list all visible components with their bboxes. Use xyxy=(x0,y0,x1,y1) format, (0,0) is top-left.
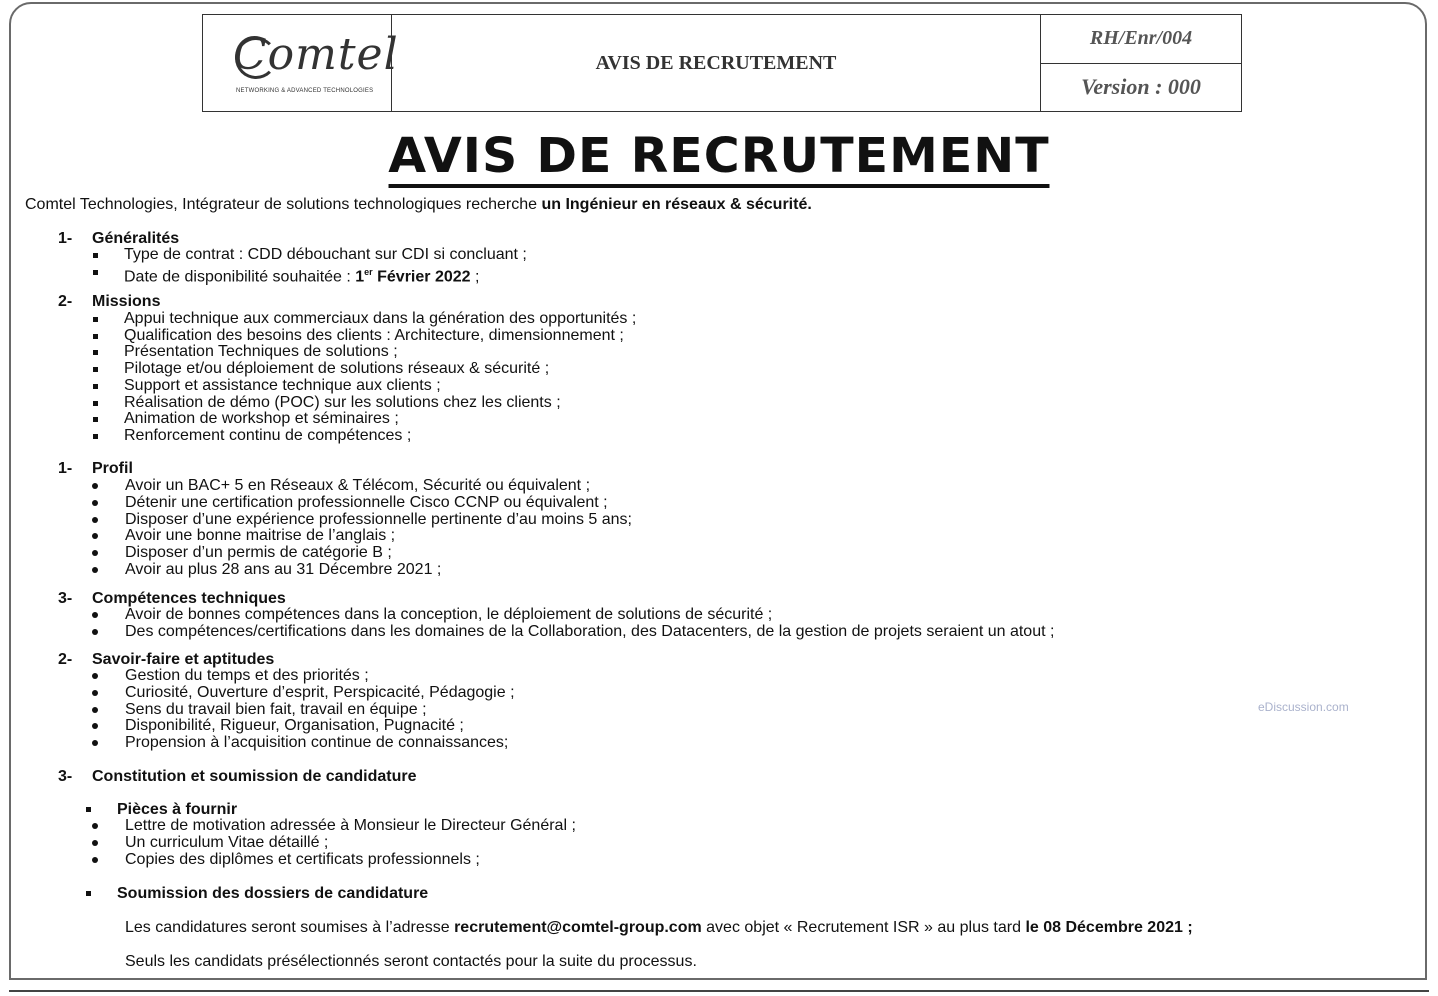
list-item: Copies des diplômes et certificats professionnels ; xyxy=(125,850,480,868)
page-title: AVIS DE RECRUTEMENT xyxy=(0,128,1438,184)
square-bullet-icon xyxy=(93,253,98,258)
closing-paragraph: Seuls les candidats présélectionnés seront contactés pour la suite du processus. xyxy=(125,953,697,970)
submission-paragraph: Les candidatures seront soumises à l’adresse recrutement@comtel-group.com avec objet « Recrutement ISR » au plus tard le 08 Décembre 2021 ; xyxy=(125,919,1193,936)
round-bullet-icon xyxy=(92,690,98,696)
list-item: Pilotage et/ou déploiement de solutions réseaux & sécurité ; xyxy=(124,360,550,378)
square-bullet-icon xyxy=(93,417,98,422)
document-version: Version : 000 xyxy=(1081,74,1201,100)
list-item: Type de contrat : CDD débouchant sur CDI si concluant ; xyxy=(124,246,527,263)
section-number: 1- xyxy=(58,460,73,477)
document-ref: RH/Enr/004 xyxy=(1041,15,1241,64)
round-bullet-icon xyxy=(92,612,98,618)
list-item: Disposer d’un permis de catégorie B ; xyxy=(125,544,392,562)
list-item: Lettre de motivation adressée à Monsieur le Directeur Général ; xyxy=(125,817,576,834)
square-bullet-icon xyxy=(86,891,91,896)
page-bottom-rule xyxy=(9,990,1429,996)
square-bullet-icon xyxy=(93,334,98,339)
header-ref-cell xyxy=(1041,15,1241,111)
section-title: Constitution et soumission de candidature xyxy=(92,768,417,785)
list-item: Propension à l’acquisition continue de connaissances; xyxy=(125,734,509,752)
section-title: Profil xyxy=(92,460,133,477)
list-item: Sens du travail bien fait, travail en équipe ; xyxy=(125,700,427,718)
section-number: 1- xyxy=(58,230,73,247)
list-item: Réalisation de démo (POC) sur les solutions chez les clients ; xyxy=(124,393,561,411)
list-item: Disposer d’une expérience professionnelle pertinente d’au moins 5 ans; xyxy=(125,510,632,528)
section-number: 3- xyxy=(58,590,73,607)
logo-word: Comtel xyxy=(233,29,399,80)
square-bullet-icon xyxy=(93,270,98,275)
availability-date: Date de disponibilité souhaitée : 1er Février 2022 ; xyxy=(124,267,480,286)
square-bullet-icon xyxy=(93,434,98,439)
list-item: Avoir de bonnes compétences dans la conception, le déploiement de solutions de sécurité ; xyxy=(125,606,773,623)
square-bullet-icon xyxy=(86,807,91,812)
square-bullet-icon xyxy=(93,384,98,389)
list-item: Qualification des besoins des clients : Architecture, dimensionnement ; xyxy=(124,326,624,344)
logo-tagline: NETWORKING & ADVANCED TECHNOLOGIES xyxy=(236,88,374,94)
round-bullet-icon xyxy=(92,840,98,846)
round-bullet-icon xyxy=(92,483,98,489)
list-item: Détenir une certification professionnelle Cisco CCNP ou équivalent ; xyxy=(125,493,608,511)
list-item: Un curriculum Vitae détaillé ; xyxy=(125,833,329,851)
square-bullet-icon xyxy=(93,317,98,322)
section-number: 2- xyxy=(58,651,73,668)
round-bullet-icon xyxy=(92,707,98,713)
section-number: 3- xyxy=(58,768,73,785)
intro-line: Comtel Technologies, Intégrateur de solutions technologiques recherche un Ingénieur en réseaux & sécurité. xyxy=(25,196,812,213)
square-bullet-icon xyxy=(93,350,98,355)
round-bullet-icon xyxy=(92,500,98,506)
round-bullet-icon xyxy=(92,629,98,635)
list-item: Disponibilité, Rigueur, Organisation, Pugnacité ; xyxy=(125,717,464,735)
list-item: Support et assistance technique aux clients ; xyxy=(124,376,441,394)
round-bullet-icon xyxy=(92,517,98,523)
section-title: Compétences techniques xyxy=(92,590,286,607)
company-logo xyxy=(203,15,399,111)
list-item: Avoir une bonne maitrise de l’anglais ; xyxy=(125,527,396,545)
header-table xyxy=(202,14,1242,112)
round-bullet-icon xyxy=(92,567,98,573)
list-item: Des compétences/certifications dans les domaines de la Collaboration, des Datacenters, de la gestion de projets seraient un atout ; xyxy=(125,622,1055,640)
section-title: Savoir-faire et aptitudes xyxy=(92,651,275,668)
section-title: Missions xyxy=(92,293,161,310)
round-bullet-icon xyxy=(92,823,98,829)
list-item: Appui technique aux commerciaux dans la génération des opportunités ; xyxy=(124,310,637,327)
round-bullet-icon xyxy=(92,673,98,679)
round-bullet-icon xyxy=(92,857,98,863)
list-item: Avoir un BAC+ 5 en Réseaux & Télécom, Sécurité ou équivalent ; xyxy=(125,477,591,494)
subsection-title: Soumission des dossiers de candidature xyxy=(117,885,429,902)
header-title: AVIS DE RECRUTEMENT xyxy=(392,15,1041,111)
list-item: Renforcement continu de compétences ; xyxy=(124,426,412,444)
section-number: 2- xyxy=(58,293,73,310)
list-item: Curiosité, Ouverture d’esprit, Perspicacité, Pédagogie ; xyxy=(125,683,515,701)
list-item: Présentation Techniques de solutions ; xyxy=(124,343,398,361)
list-item: Animation de workshop et séminaires ; xyxy=(124,410,399,428)
subsection-title: Pièces à fournir xyxy=(117,801,238,818)
list-item: Gestion du temps et des priorités ; xyxy=(125,667,369,684)
watermark: eDiscussion.com xyxy=(1258,700,1349,714)
section-title: Généralités xyxy=(92,230,180,247)
list-item: Avoir au plus 28 ans au 31 Décembre 2021 ; xyxy=(125,561,442,578)
square-bullet-icon xyxy=(93,401,98,406)
square-bullet-icon xyxy=(93,367,98,372)
